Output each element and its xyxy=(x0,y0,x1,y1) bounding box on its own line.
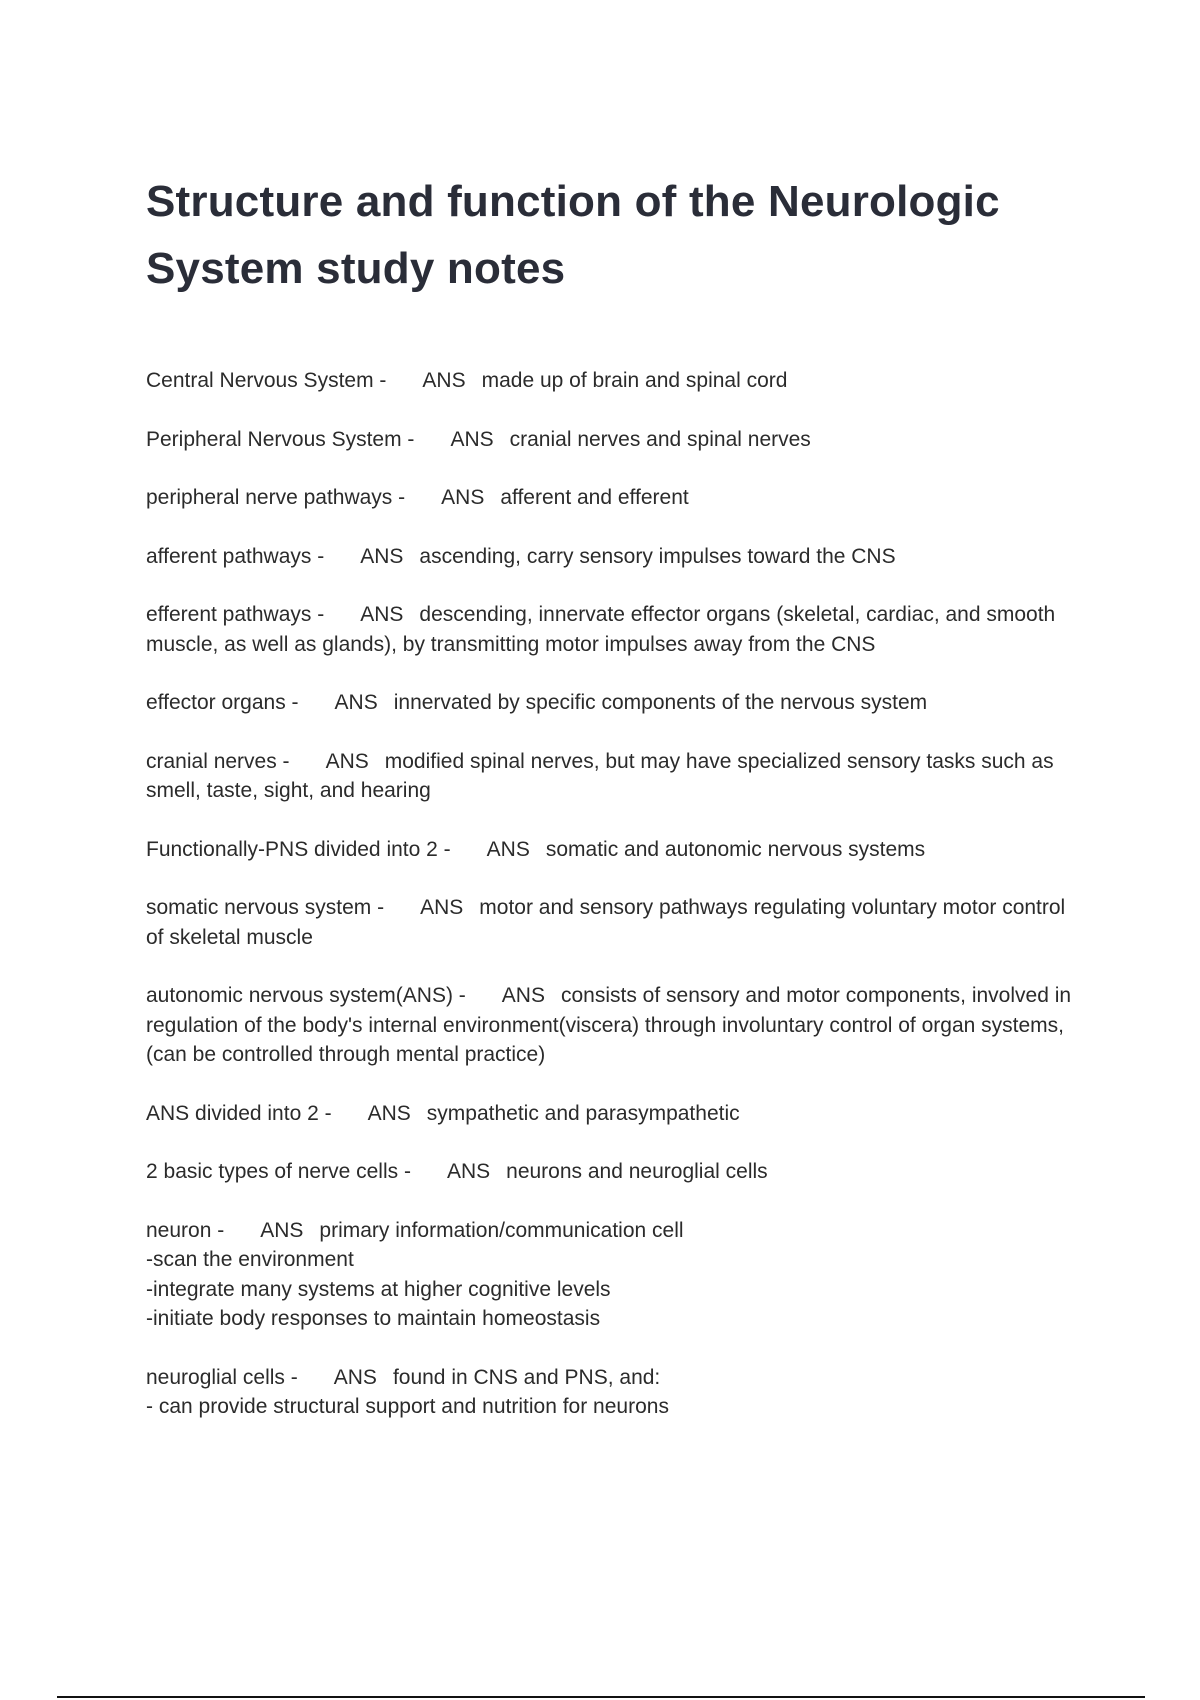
note-entry xyxy=(146,483,1086,513)
answer-marker: ANS xyxy=(501,984,545,1007)
answer-marker: ANS xyxy=(446,1160,491,1183)
answer-marker: ANS xyxy=(450,427,494,451)
note-entry xyxy=(146,1363,1086,1422)
note-term: neuron - xyxy=(146,1218,225,1242)
note-definition: found in CNS and PNS, and: xyxy=(392,1365,661,1389)
note-entry xyxy=(146,366,1086,396)
note-definition: cranial nerves and spinal nerves xyxy=(509,427,811,451)
note-term: neuroglial cells - xyxy=(146,1365,298,1389)
answer-marker: ANS xyxy=(360,603,404,626)
note-definition: modified spinal nerves, but may have specialized sensory tasks such as smell, taste, sight, and hearing xyxy=(146,749,1054,802)
note-entry xyxy=(146,425,1086,455)
note-term: Central Nervous System - xyxy=(146,369,387,392)
note-extra-line: (can be controlled through mental practice) xyxy=(146,1043,546,1066)
note-entry xyxy=(146,600,1086,659)
page-title: Structure and function of the Neurologic System study notes xyxy=(146,177,1000,293)
note-term: 2 basic types of nerve cells - xyxy=(146,1160,411,1183)
note-entry xyxy=(146,981,1086,1070)
note-definition: somatic and autonomic nervous systems xyxy=(545,837,926,861)
note-extra-line: -integrate many systems at higher cognitive levels xyxy=(146,1277,611,1301)
note-term: Peripheral Nervous System - xyxy=(146,427,415,451)
note-term: ANS divided into 2 - xyxy=(146,1101,332,1125)
note-term: effector organs - xyxy=(146,691,299,714)
note-entry xyxy=(146,688,1086,718)
note-definition: innervated by specific components of the nervous system xyxy=(393,691,928,714)
answer-marker: ANS xyxy=(360,544,404,568)
note-definition: primary information/communication cell xyxy=(319,1218,684,1242)
answer-marker: ANS xyxy=(367,1101,411,1125)
note-definition: neurons and neuroglial cells xyxy=(506,1160,768,1183)
note-definition: afferent and efferent xyxy=(500,486,689,509)
note-entry xyxy=(146,893,1086,952)
answer-marker: ANS xyxy=(260,1218,304,1242)
note-term: peripheral nerve pathways - xyxy=(146,486,406,509)
note-extra-line: -initiate body responses to maintain homeostasis xyxy=(146,1307,601,1330)
note-term: efferent pathways - xyxy=(146,603,325,626)
note-entry xyxy=(146,747,1086,806)
answer-marker: ANS xyxy=(422,369,466,392)
note-entry xyxy=(146,1157,1086,1187)
note-term: somatic nervous system - xyxy=(146,896,385,919)
note-term: Functionally-PNS divided into 2 - xyxy=(146,837,451,861)
answer-marker: ANS xyxy=(486,837,530,861)
note-entry xyxy=(146,1216,1086,1334)
note-definition: motor and sensory pathways regulating voluntary motor control of skeletal muscle xyxy=(146,896,1066,949)
answer-marker: ANS xyxy=(441,486,485,509)
answer-marker: ANS xyxy=(325,749,369,773)
note-entry xyxy=(146,1099,1086,1129)
note-definition: consists of sensory and motor components, involved in regulation of the body's internal environment(viscera) through involuntary control of organ systems, xyxy=(146,984,1072,1037)
note-definition: made up of brain and spinal cord xyxy=(481,369,788,392)
note-definition: ascending, carry sensory impulses toward the CNS xyxy=(419,544,896,568)
note-definition: descending, innervate effector organs (skeletal, cardiac, and smooth muscle, as well as glands), by transmitting motor impulses away from the CNS xyxy=(146,603,1056,656)
note-entry xyxy=(146,835,1086,865)
answer-marker: ANS xyxy=(420,896,464,919)
note-term: cranial nerves - xyxy=(146,749,290,773)
note-term: autonomic nervous system(ANS) - xyxy=(146,984,466,1007)
note-entry xyxy=(146,542,1086,572)
notes-list xyxy=(146,366,1086,1451)
note-extra-line: -scan the environment xyxy=(146,1248,354,1271)
note-definition: sympathetic and parasympathetic xyxy=(426,1101,740,1125)
note-term: afferent pathways - xyxy=(146,544,325,568)
note-extra-line: - can provide structural support and nutrition for neurons xyxy=(146,1395,669,1418)
answer-marker: ANS xyxy=(333,1365,377,1389)
footer-divider xyxy=(57,1696,1145,1698)
answer-marker: ANS xyxy=(334,691,378,714)
